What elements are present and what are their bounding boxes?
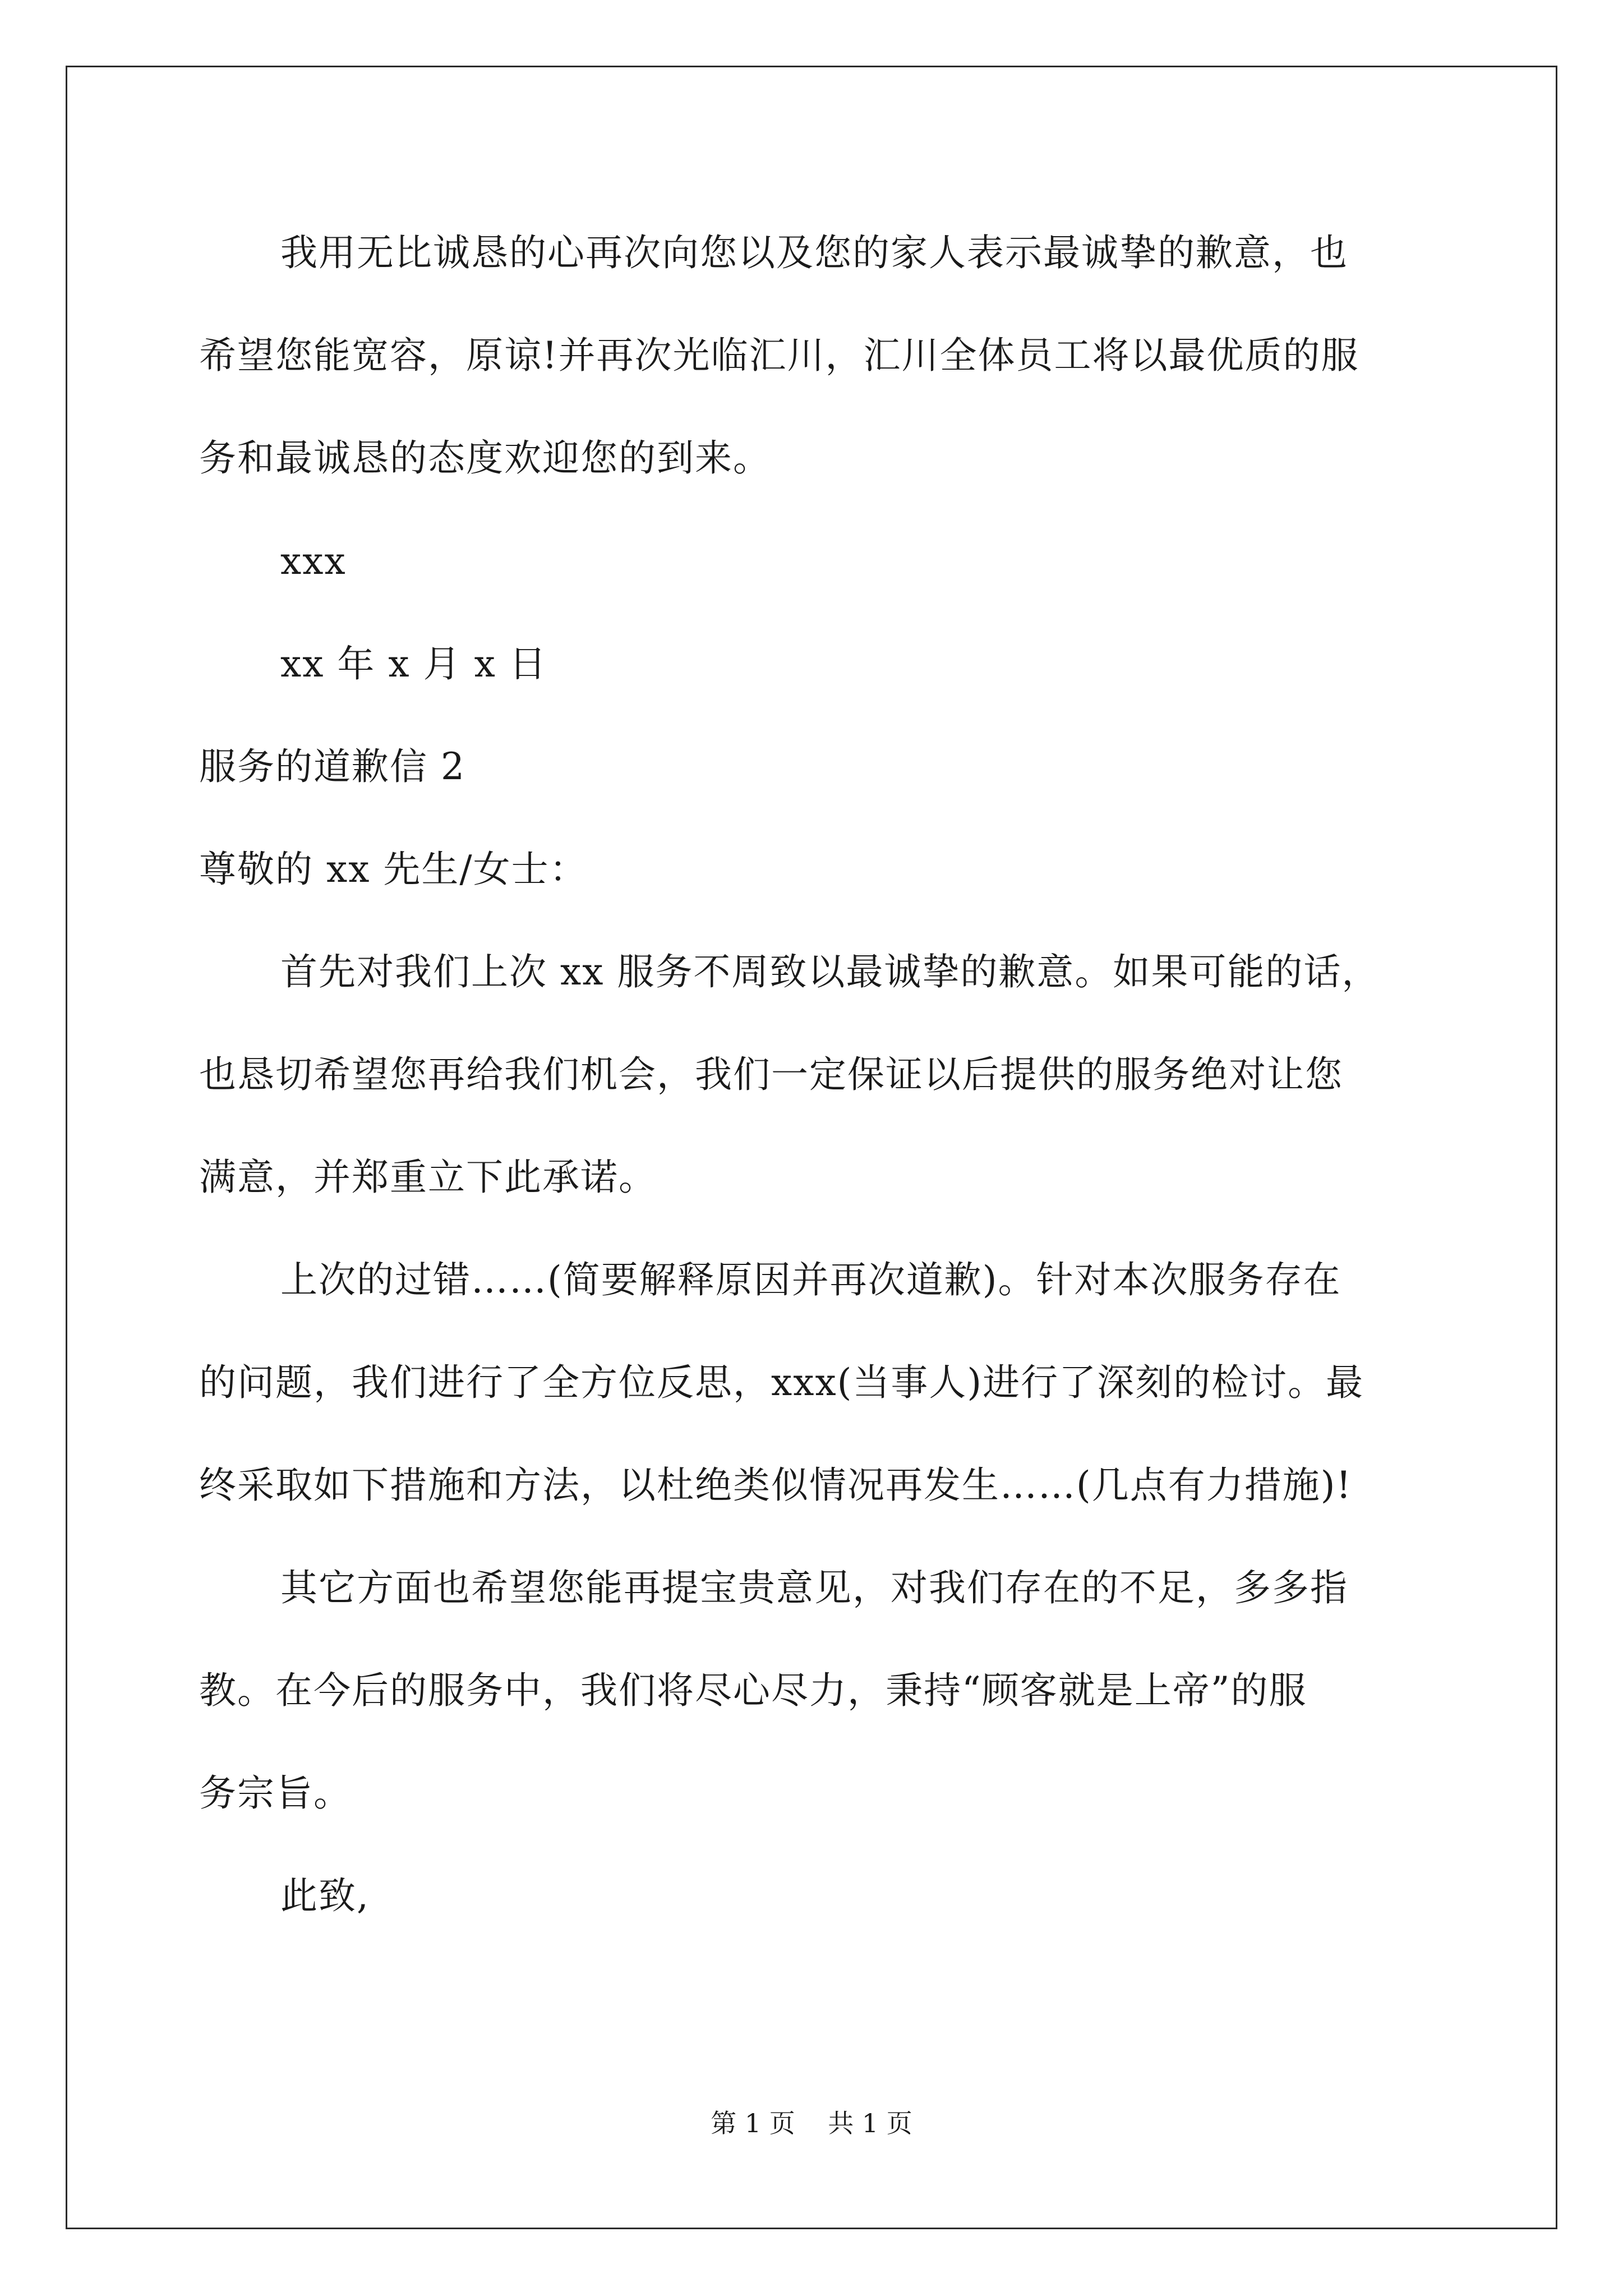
- paragraph-line: 上次的过错……(简要解释原因并再次道歉)。针对本次服务存在: [280, 1258, 1341, 1301]
- signature-date: xx 年 x 月 x 日: [280, 642, 547, 685]
- page-footer: 第 1 页 共 1 页: [711, 2108, 912, 2138]
- paragraph-line: 务宗旨。: [199, 1772, 352, 1815]
- paragraph-line: 首先对我们上次 xx 服务不周致以最诚挚的歉意。如果可能的话，: [280, 950, 1380, 993]
- paragraph-line: 我用无比诚恳的心再次向您以及您的家人表示最诚挚的歉意，也: [280, 231, 1348, 274]
- paragraph-line: 教。在今后的服务中，我们将尽心尽力，秉持“顾客就是上帝”的服: [199, 1669, 1307, 1712]
- paragraph-line: 满意，并郑重立下此承诺。: [199, 1156, 657, 1199]
- paragraph-line: 终采取如下措施和方法，以杜绝类似情况再发生……(几点有力措施)!: [199, 1464, 1353, 1507]
- signature-name: xxx: [280, 540, 347, 583]
- paragraph-line: 的问题，我们进行了全方位反思，xxx(当事人)进行了深刻的检讨。最: [199, 1361, 1364, 1404]
- section-title: 服务的道歉信 2: [199, 745, 465, 788]
- paragraph-line: 也恳切希望您再给我们机会，我们一定保证以后提供的服务绝对让您: [199, 1053, 1343, 1096]
- paragraph-line: 其它方面也希望您能再提宝贵意见，对我们存在的不足，多多指: [280, 1566, 1348, 1609]
- salutation: 尊敬的 xx 先生/女士：: [199, 848, 588, 891]
- paragraph-line: 务和最诚恳的态度欢迎您的到来。: [199, 436, 771, 480]
- closing-line: 此致,: [280, 1874, 370, 1917]
- paragraph-line: 希望您能宽容，原谅!并再次光临汇川，汇川全体员工将以最优质的服: [199, 334, 1359, 377]
